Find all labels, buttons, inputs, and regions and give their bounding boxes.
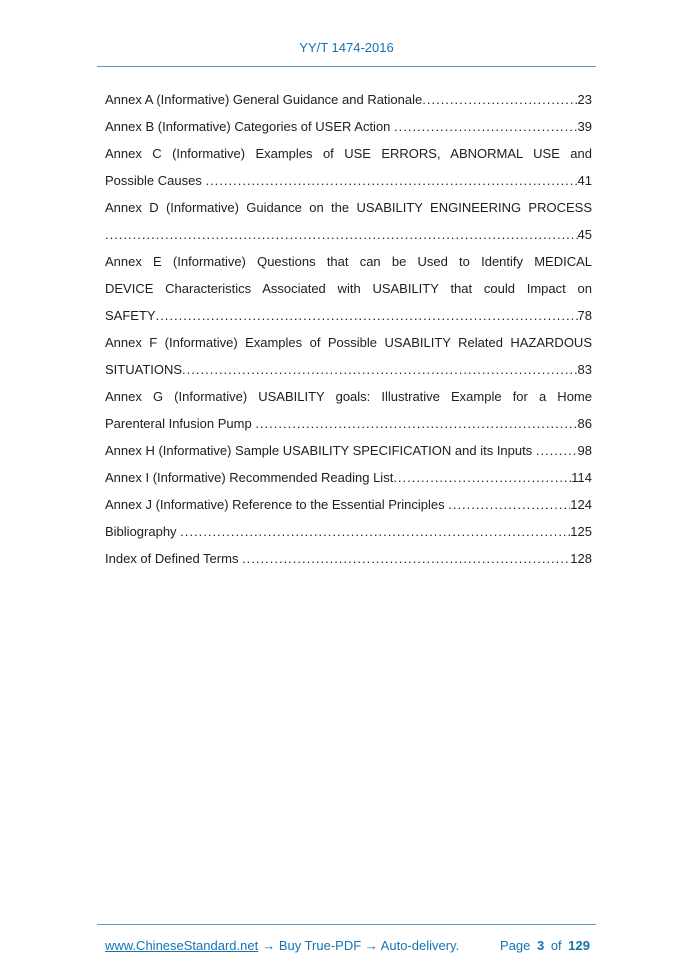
- toc-dot-leader: [242, 545, 570, 572]
- toc-entry[interactable]: [105, 491, 592, 518]
- footer-rule: [97, 924, 596, 925]
- toc-dot-leader: [182, 356, 577, 383]
- total-page-number: 129: [568, 938, 590, 953]
- toc-dot-leader: [156, 302, 578, 329]
- toc-entry-line: Annex C (Informative) Examples of USE ERRORS, ABNORMAL USE and: [105, 146, 592, 161]
- toc-entry-title: Possible Causes: [105, 173, 206, 188]
- toc-page-number: 39: [577, 119, 592, 134]
- toc-entry-title: Annex J (Informative) Reference to the Essential Principles: [105, 497, 449, 512]
- toc: [105, 86, 592, 572]
- footer-website-link[interactable]: www.ChineseStandard.net: [105, 938, 259, 953]
- toc-entry[interactable]: [105, 545, 592, 572]
- toc-page-number: 78: [577, 308, 592, 323]
- page-label: Page: [499, 938, 531, 953]
- toc-entry-line: Annex E (Informative) Questions that can be Used to Identify MEDICAL: [105, 254, 592, 269]
- page-indicator: [497, 938, 590, 953]
- toc-entry-last-line: [105, 437, 592, 464]
- toc-page-number: 125: [570, 524, 592, 539]
- toc-entry[interactable]: [105, 464, 592, 491]
- of-label: of: [550, 938, 562, 953]
- toc-entry-title: Annex B (Informative) Categories of USER Action: [105, 119, 395, 134]
- toc-dot-leader: [180, 518, 570, 545]
- toc-entry-title: Parenteral Infusion Pump: [105, 416, 256, 431]
- toc-entry-title: Index of Defined Terms: [105, 551, 243, 566]
- toc-dot-leader: [255, 410, 577, 437]
- toc-page-number: 114: [571, 470, 592, 485]
- toc-entry[interactable]: [105, 86, 592, 113]
- toc-entry[interactable]: [105, 113, 592, 140]
- toc-entry-last-line: [105, 302, 592, 329]
- toc-entry-last-line: [105, 167, 592, 194]
- toc-entry[interactable]: [105, 383, 592, 437]
- toc-entry[interactable]: [105, 518, 592, 545]
- toc-entry-last-line: [105, 464, 592, 491]
- toc-entry-line: Annex G (Informative) USABILITY goals: Illustrative Example for a Home: [105, 389, 592, 404]
- toc-entry[interactable]: [105, 248, 592, 329]
- toc-dot-leader: [394, 113, 578, 140]
- toc-entry-line: Annex D (Informative) Guidance on the USABILITY ENGINEERING PROCESS: [105, 200, 592, 215]
- toc-entry-last-line: [105, 491, 592, 518]
- toc-entry-title: SITUATIONS: [105, 362, 183, 377]
- toc-entry-last-line: [105, 518, 592, 545]
- toc-entry-line: Annex F (Informative) Examples of Possible USABILITY Related HAZARDOUS: [105, 335, 592, 350]
- toc-entry-last-line: [105, 221, 592, 248]
- toc-dot-leader: [448, 491, 570, 518]
- toc-entry-last-line: [105, 410, 592, 437]
- page-footer: [105, 938, 590, 953]
- toc-entry[interactable]: [105, 329, 592, 383]
- current-page-number: 3: [536, 938, 545, 953]
- toc-entry-title: Bibliography: [105, 524, 181, 539]
- toc-entry-title: SAFETY: [105, 308, 156, 323]
- toc-dot-leader: [536, 437, 578, 464]
- toc-page-number: 23: [577, 92, 592, 107]
- toc-dot-leader: [422, 86, 577, 113]
- toc-entry[interactable]: [105, 194, 592, 248]
- toc-entry[interactable]: [105, 140, 592, 194]
- header-rule: [97, 66, 596, 67]
- footer-tagline: → Buy True-PDF → Auto-delivery.: [262, 938, 460, 953]
- toc-page-number: 41: [577, 173, 592, 188]
- toc-entry-last-line: [105, 86, 592, 113]
- toc-dot-leader: [393, 464, 571, 491]
- document-number: YY/T 1474-2016: [299, 40, 394, 55]
- toc-entry-title: Annex I (Informative) Recommended Reading List: [105, 470, 394, 485]
- toc-page-number: 83: [577, 362, 592, 377]
- toc-entry-last-line: [105, 545, 592, 572]
- toc-page-number: 124: [570, 497, 592, 512]
- toc-page-number: 128: [570, 551, 592, 566]
- toc-entry[interactable]: [105, 437, 592, 464]
- toc-dot-leader: [105, 221, 578, 248]
- toc-page-number: 98: [577, 443, 592, 458]
- footer-info: [105, 938, 459, 953]
- toc-page-number: 86: [577, 416, 592, 431]
- toc-dot-leader: [205, 167, 577, 194]
- toc-entry-line: DEVICE Characteristics Associated with USABILITY that could Impact on: [105, 281, 592, 296]
- toc-entry-last-line: [105, 356, 592, 383]
- toc-entry-last-line: [105, 113, 592, 140]
- toc-page-number: 45: [577, 227, 592, 242]
- toc-entry-title: Annex A (Informative) General Guidance and Rationale: [105, 92, 423, 107]
- toc-entry-title: Annex H (Informative) Sample USABILITY SPECIFICATION and its Inputs: [105, 443, 536, 458]
